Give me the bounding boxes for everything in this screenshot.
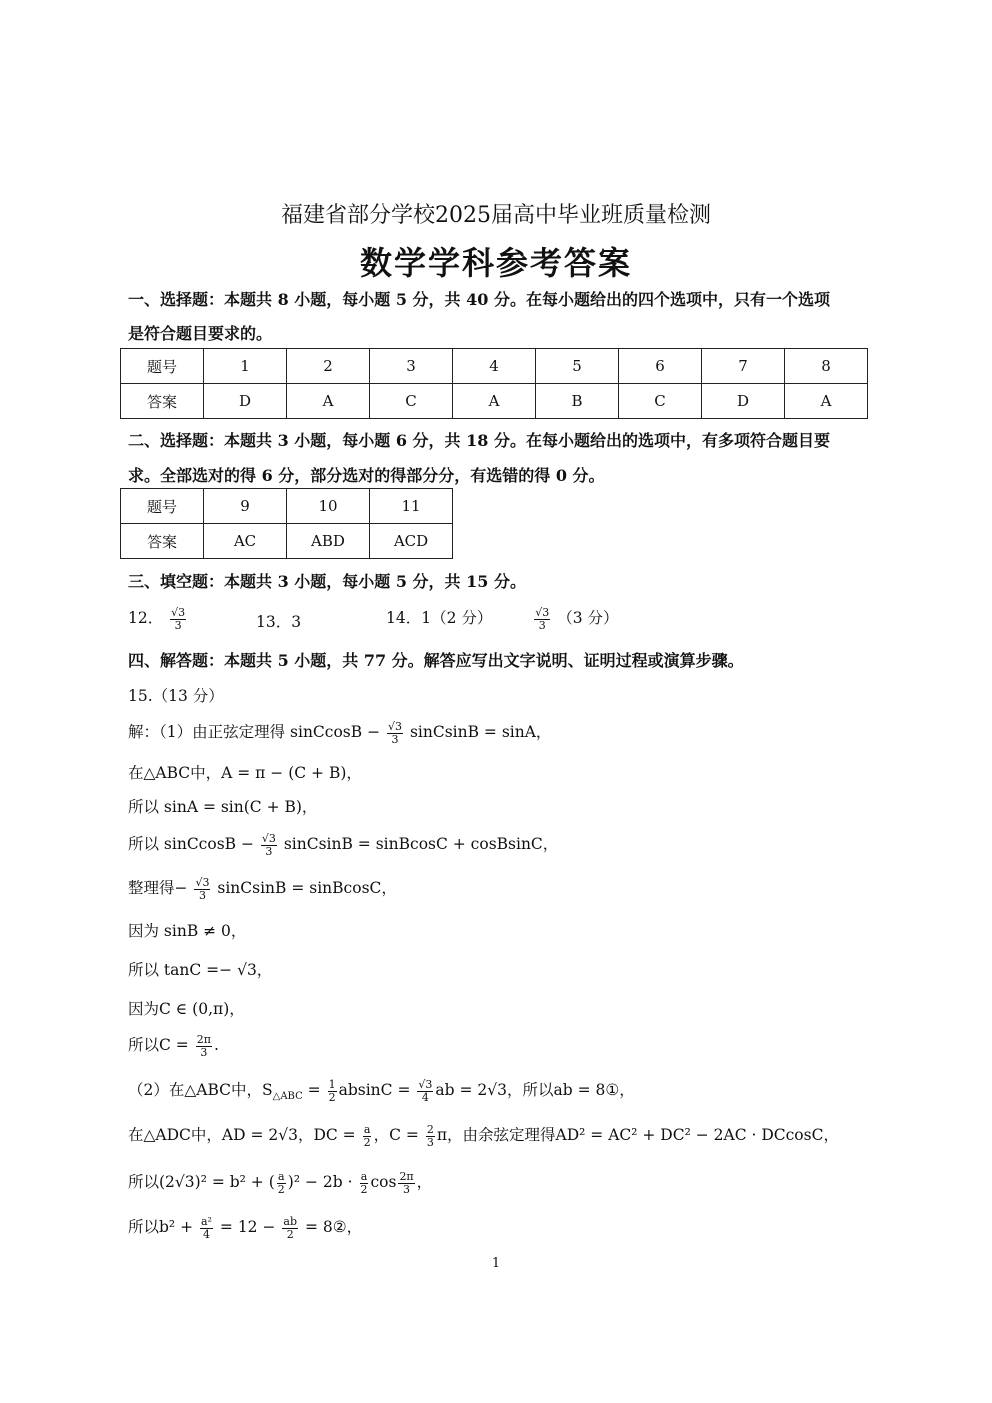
row-label-answer: 答案 [121, 524, 204, 559]
answer-cell: D [204, 384, 287, 419]
answer-cell: A [785, 384, 868, 419]
answer-cell: C [370, 384, 453, 419]
question-number: 10 [287, 489, 370, 524]
solution-line-8: 因为C ∈ (0,π)， [128, 1000, 245, 1018]
fraction-sqrt3-over-3: $\frac{√3}{3}$ [388, 719, 403, 746]
answer-cell: B [536, 384, 619, 419]
problem-15-label: 15.（13 分） [128, 687, 224, 705]
document-subtitle: 数学学科参考答案 [359, 244, 632, 282]
fraction-sqrt3-over-3: $\frac{√3}{3}$ [535, 605, 550, 632]
answer-cell: A [453, 384, 536, 419]
page-number: 1 [491, 1256, 501, 1271]
answer-14-suffix: （3 分） [557, 609, 619, 627]
solution-line-3: 所以 sinA = sin(C + B)， [128, 798, 318, 816]
answer-cell: D [702, 384, 785, 419]
fraction-sqrt3-over-3: $\frac{√3}{3}$ [171, 605, 186, 632]
question-number: 11 [370, 489, 453, 524]
table-row-questions [121, 349, 868, 384]
solution-line-1: 解：（1）由正弦定理得 sinCcosB − $\frac{√3}{3}$ sinCsinB = sinA， [128, 719, 552, 746]
section1-answer-table [120, 348, 868, 419]
question-number: 6 [619, 349, 702, 384]
section3-heading: 三、填空题：本题共 3 小题，每小题 5 分，共 15 分。 [128, 572, 526, 591]
document-title: 福建省部分学校2025届高中毕业班质量检测 [281, 203, 711, 228]
question-number: 9 [204, 489, 287, 524]
fill-answer-13: 13．3 [256, 613, 302, 631]
answer-cell: ACD [370, 524, 453, 559]
row-label-answer: 答案 [121, 384, 204, 419]
row-label-question: 题号 [121, 489, 204, 524]
solution-line-7: 所以 tanC =− √3， [128, 961, 273, 979]
section2-answer-table [120, 488, 453, 559]
answer-cell: ABD [287, 524, 370, 559]
question-number: 3 [370, 349, 453, 384]
fill-answer-14 [386, 606, 619, 632]
question-number: 1 [204, 349, 287, 384]
section1-heading-line1: 一、选择题：本题共 8 小题，每小题 5 分，共 40 分。在每小题给出的四个选项中，只有一个选项 [128, 290, 830, 309]
question-number: 4 [453, 349, 536, 384]
fraction-sqrt3-over-3: $\frac{√3}{3}$ [195, 875, 210, 902]
answer-12-label: 12． [128, 609, 164, 627]
solution-line-5: 整理得− $\frac{√3}{3}$ sinCsinB = sinBcosC， [128, 875, 397, 902]
solution-line-4: 所以 sinCcosB − $\frac{√3}{3}$ sinCsinB = sinBcosC + cosBsinC， [128, 831, 559, 858]
section2-heading-line1: 二、选择题：本题共 3 小题，每小题 6 分，共 18 分。在每小题给出的选项中，有多项符合题目要 [128, 431, 830, 450]
section2-heading-line2: 求。全部选对的得 6 分，部分选对的得部分分，有选错的得 0 分。 [128, 466, 605, 485]
solution-line-9: 所以C = $\frac{2\pi}{3}$ . [128, 1032, 219, 1059]
section4-heading: 四、解答题：本题共 5 小题，共 77 分。解答应写出文字说明、证明过程或演算步骤。 [128, 651, 744, 670]
solution-line-12: 所以(2√3)² = b² + ( $\frac{a}{2}$ )² − 2b · $\frac{a}{2}$ cos $\frac{2\pi}{3}$ ， [128, 1169, 433, 1196]
answer-cell: C [619, 384, 702, 419]
solution-line-10: （2）在△ABC中，$S_{\triangle ABC}$ = $\frac{1}{2}$ absinC = $\frac{√3}{4}$ ab = 2√3，所以ab = 8①， [128, 1077, 635, 1104]
question-number: 5 [536, 349, 619, 384]
section1-heading-line2: 是符合题目要求的。 [128, 324, 273, 343]
table-row-answers [121, 384, 868, 419]
answer-14-label: 14．1（2 分） [386, 609, 493, 627]
question-number: 2 [287, 349, 370, 384]
fraction-sqrt3-over-3: $\frac{√3}{3}$ [261, 831, 276, 858]
solution-line-2: 在△ABC中，A = π − (C + B)， [128, 764, 362, 782]
solution-line-13: 所以b² + $\frac{\text{a²}}{4}$ = 12 − $\frac{ab}{2}$ = 8②， [128, 1214, 363, 1241]
answer-cell: A [287, 384, 370, 419]
solution-line-6: 因为 sinB ≠ 0， [128, 922, 247, 940]
question-number: 7 [702, 349, 785, 384]
fill-answer-12 [128, 606, 188, 632]
table-row-questions [121, 489, 453, 524]
question-number: 8 [785, 349, 868, 384]
answer-cell: AC [204, 524, 287, 559]
row-label-question: 题号 [121, 349, 204, 384]
solution-line-11: 在△ADC中，AD = 2√3，DC = $\frac{a}{2}$ ，C = $\frac{2}{3}$ π，由余弦定理得AD² = AC² + DC² − 2AC · DCcosC， [128, 1122, 839, 1149]
table-row-answers [121, 524, 453, 559]
